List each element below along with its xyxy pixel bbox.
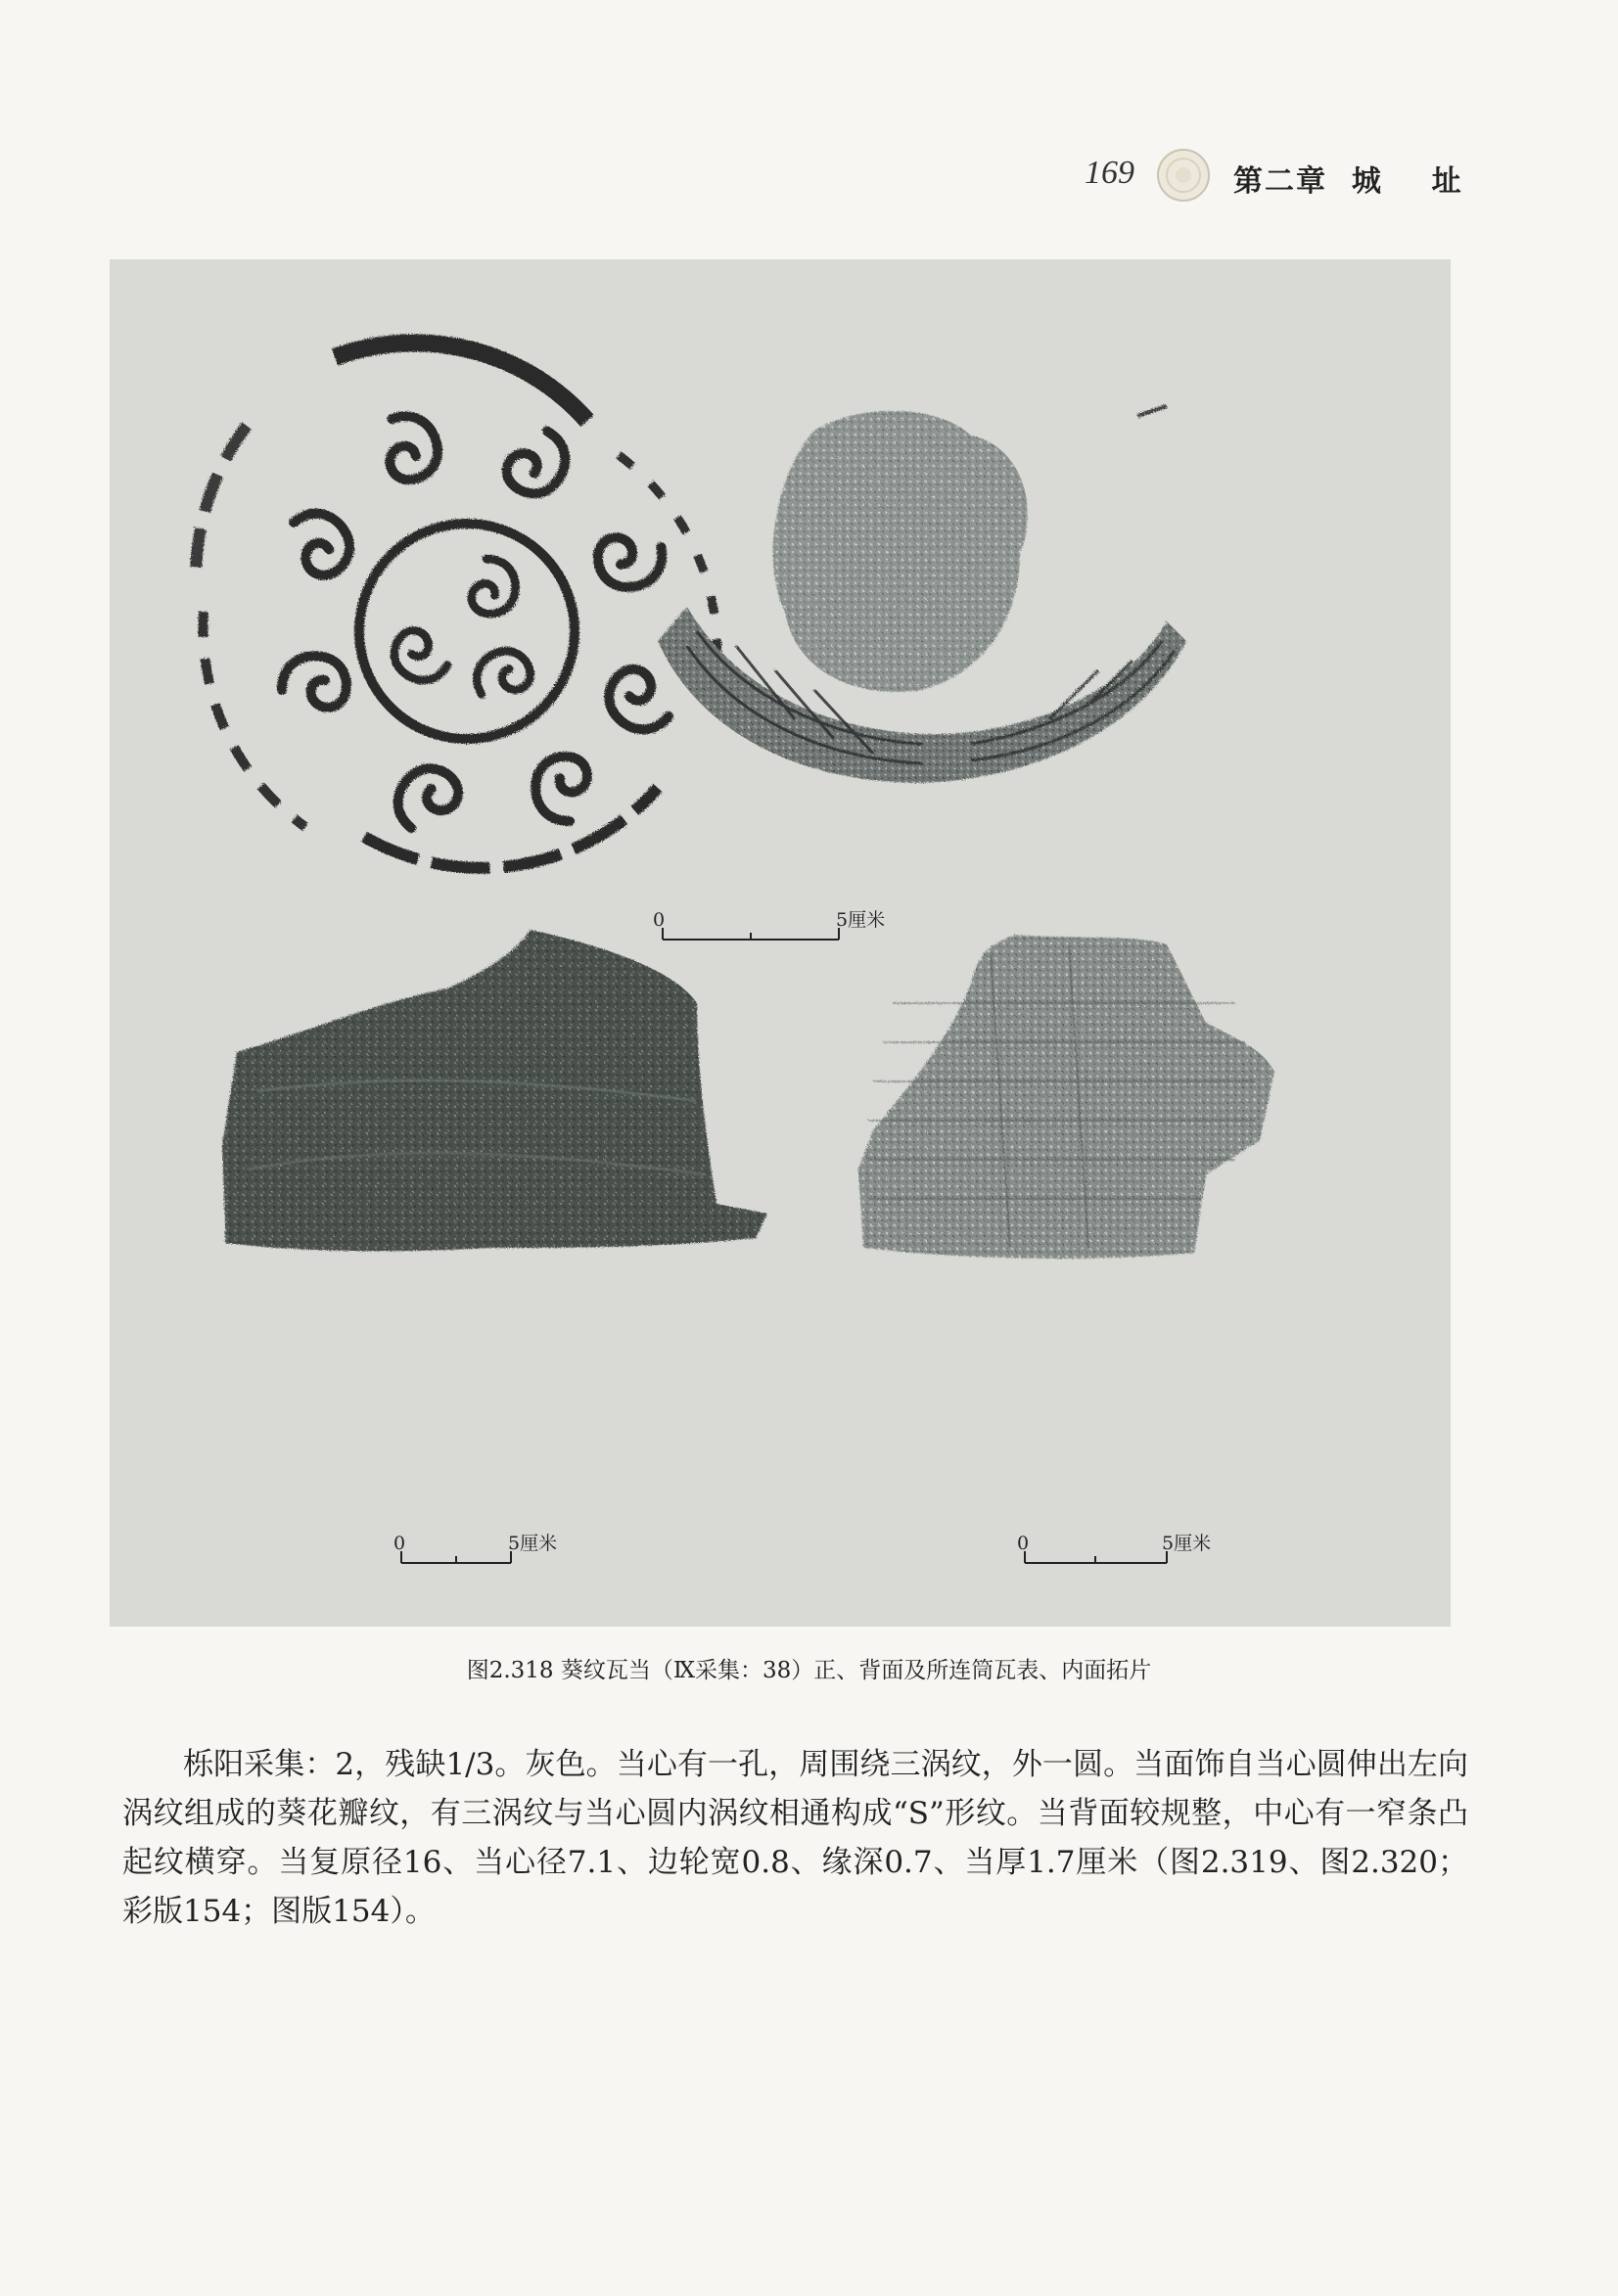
- scale-bar-top: [653, 909, 885, 940]
- chapter-title: 第二章 城 址: [1233, 164, 1463, 199]
- paragraph: 栎阳采集：2，残缺1/3。灰色。当心有一孔，周围绕三涡纹，外一圆。当面饰自当心圆伸出左向涡纹组成的葵花瓣纹，有三涡纹与当心圆内涡纹相通构成“S”形纹。当背面较规整，中心有一窄条凸起纹横穿。当复原径16、当心径7.1、边轮宽0.8、缘深0.7、当厚1.7厘米（图2.319、图2.320；彩版154；图版154）。: [122, 1747, 1468, 1929]
- scale-bar-bottom-right: [1017, 1533, 1211, 1563]
- scale-start-label: 0: [1017, 1533, 1030, 1554]
- tile-back-rubbing: [658, 406, 1186, 783]
- ornament-icon: [1155, 147, 1212, 204]
- tube-tile-inner-rubbing: [858, 935, 1274, 1259]
- body-text: [122, 1740, 1468, 1936]
- page-number: 169: [1085, 155, 1134, 191]
- page-header: [1077, 147, 1468, 206]
- scale-start-label: 0: [653, 909, 666, 931]
- scale-end-label: 5厘米: [508, 1533, 558, 1554]
- tile-front-rubbing: [196, 343, 717, 868]
- scale-end-label: 5厘米: [836, 909, 886, 931]
- figure-caption: 图2.318 葵纹瓦当（Ⅸ采集：38）正、背面及所连筒瓦表、内面拓片: [466, 1658, 1152, 1683]
- scale-start-label: 0: [393, 1533, 406, 1554]
- tube-tile-outer-rubbing: [222, 930, 767, 1251]
- scale-end-label: 5厘米: [1162, 1533, 1212, 1554]
- rubbing-figures: [110, 259, 1451, 1627]
- figure-plate: [110, 259, 1451, 1627]
- scale-bar-bottom-left: [393, 1533, 557, 1563]
